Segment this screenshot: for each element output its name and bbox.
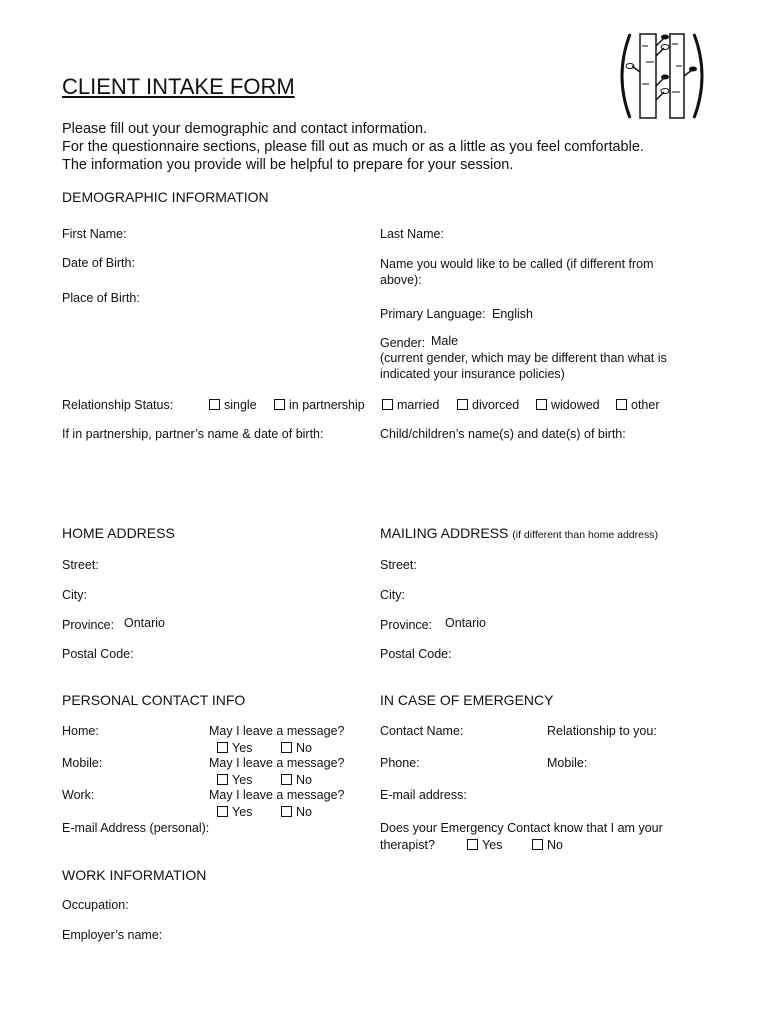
emergency-contact-name-label: Contact Name:	[380, 724, 464, 738]
mailing-postal-label: Postal Code:	[380, 647, 452, 661]
mobile-phone-label: Mobile:	[62, 756, 103, 770]
checkbox-icon[interactable]	[209, 399, 220, 410]
mailing-province-label: Province:	[380, 618, 433, 632]
mobile-message-no[interactable]: No	[281, 773, 312, 787]
checkbox-icon[interactable]	[532, 839, 543, 850]
personal-contact-heading: PERSONAL CONTACT INFO	[62, 692, 246, 708]
emergency-relationship-label: Relationship to you:	[547, 724, 657, 738]
personal-email-label: E-mail Address (personal):	[62, 821, 210, 835]
work-message-no[interactable]: No	[281, 805, 312, 819]
intro-line-2: For the questionnaire sections, please fill out as much or as a little as you feel comfortable.	[62, 139, 644, 155]
emergency-know-no[interactable]: No	[532, 838, 563, 852]
checkbox-icon[interactable]	[457, 399, 468, 410]
last-name-label: Last Name:	[380, 227, 444, 241]
home-street-label: Street:	[62, 558, 99, 572]
children-label: Child/children’s name(s) and date(s) of birth:	[380, 427, 626, 441]
checkbox-icon[interactable]	[274, 399, 285, 410]
option-married[interactable]: married	[382, 398, 439, 412]
home-province-label: Province:	[62, 618, 115, 632]
emergency-heading: IN CASE OF EMERGENCY	[380, 692, 554, 708]
mailing-address-heading: MAILING ADDRESS (if different than home address)	[380, 525, 658, 541]
checkbox-icon[interactable]	[281, 742, 292, 753]
home-message-no[interactable]: No	[281, 741, 312, 755]
emergency-phone-label: Phone:	[380, 756, 420, 770]
checkbox-icon[interactable]	[467, 839, 478, 850]
emergency-email-label: E-mail address:	[380, 788, 467, 802]
checkbox-icon[interactable]	[217, 774, 228, 785]
intro-line-3: The information you provide will be helpful to prepare for your session.	[62, 157, 514, 173]
first-name-label: First Name:	[62, 227, 127, 241]
primary-language-value[interactable]: English	[492, 307, 533, 321]
option-other[interactable]: other	[616, 398, 660, 412]
home-postal-label: Postal Code:	[62, 647, 134, 661]
home-phone-label: Home:	[62, 724, 99, 738]
work-message-yes[interactable]: Yes	[217, 805, 252, 819]
gender-value[interactable]: Male	[431, 334, 459, 348]
checkbox-icon[interactable]	[536, 399, 547, 410]
home-address-heading: HOME ADDRESS	[62, 525, 175, 541]
home-province-value[interactable]: Ontario	[124, 616, 165, 630]
checkbox-icon[interactable]	[217, 742, 228, 753]
place-of-birth-label: Place of Birth:	[62, 291, 140, 305]
occupation-label: Occupation:	[62, 898, 129, 912]
emergency-know-yes[interactable]: Yes	[467, 838, 502, 852]
mailing-street-label: Street:	[380, 558, 417, 572]
partner-label: If in partnership, partner’s name & date of birth:	[62, 427, 324, 441]
dob-label: Date of Birth:	[62, 256, 135, 270]
mobile-message-yes[interactable]: Yes	[217, 773, 252, 787]
work-phone-label: Work:	[62, 788, 95, 802]
birch-tree-logo-icon	[612, 26, 712, 126]
work-message-question: May I leave a message?	[209, 788, 345, 802]
demographic-heading: DEMOGRAPHIC INFORMATION	[62, 189, 269, 205]
option-single[interactable]: single	[209, 398, 257, 412]
checkbox-icon[interactable]	[217, 806, 228, 817]
intro-text	[62, 120, 644, 174]
mailing-province-value[interactable]: Ontario	[445, 616, 486, 630]
relationship-status-label: Relationship Status:	[62, 398, 174, 412]
gender-label: Gender:	[380, 336, 426, 350]
emergency-mobile-label: Mobile:	[547, 756, 588, 770]
mailing-city-label: City:	[380, 588, 405, 602]
checkbox-icon[interactable]	[281, 774, 292, 785]
called-name-label: Name you would like to be called (if different from above):	[380, 257, 654, 287]
form-title: CLIENT INTAKE FORM	[62, 74, 295, 99]
gender-note: (current gender, which may be different than what is indicated your insurance policies)	[380, 351, 667, 381]
primary-language-label: Primary Language:	[380, 307, 486, 321]
mailing-address-note: (if different than home address)	[512, 529, 658, 541]
mobile-message-question: May I leave a message?	[209, 756, 345, 770]
option-widowed[interactable]: widowed	[536, 398, 600, 412]
home-message-question: May I leave a message?	[209, 724, 345, 738]
checkbox-icon[interactable]	[382, 399, 393, 410]
emergency-know-question-2: therapist?	[380, 838, 435, 852]
work-info-heading: WORK INFORMATION	[62, 867, 207, 883]
option-divorced[interactable]: divorced	[457, 398, 519, 412]
employer-label: Employer’s name:	[62, 928, 163, 942]
intro-line-1: Please fill out your demographic and contact information.	[62, 121, 428, 137]
home-city-label: City:	[62, 588, 87, 602]
emergency-know-question: Does your Emergency Contact know that I am your	[380, 821, 663, 835]
checkbox-icon[interactable]	[281, 806, 292, 817]
option-in-partnership[interactable]: in partnership	[274, 398, 365, 412]
checkbox-icon[interactable]	[616, 399, 627, 410]
home-message-yes[interactable]: Yes	[217, 741, 252, 755]
